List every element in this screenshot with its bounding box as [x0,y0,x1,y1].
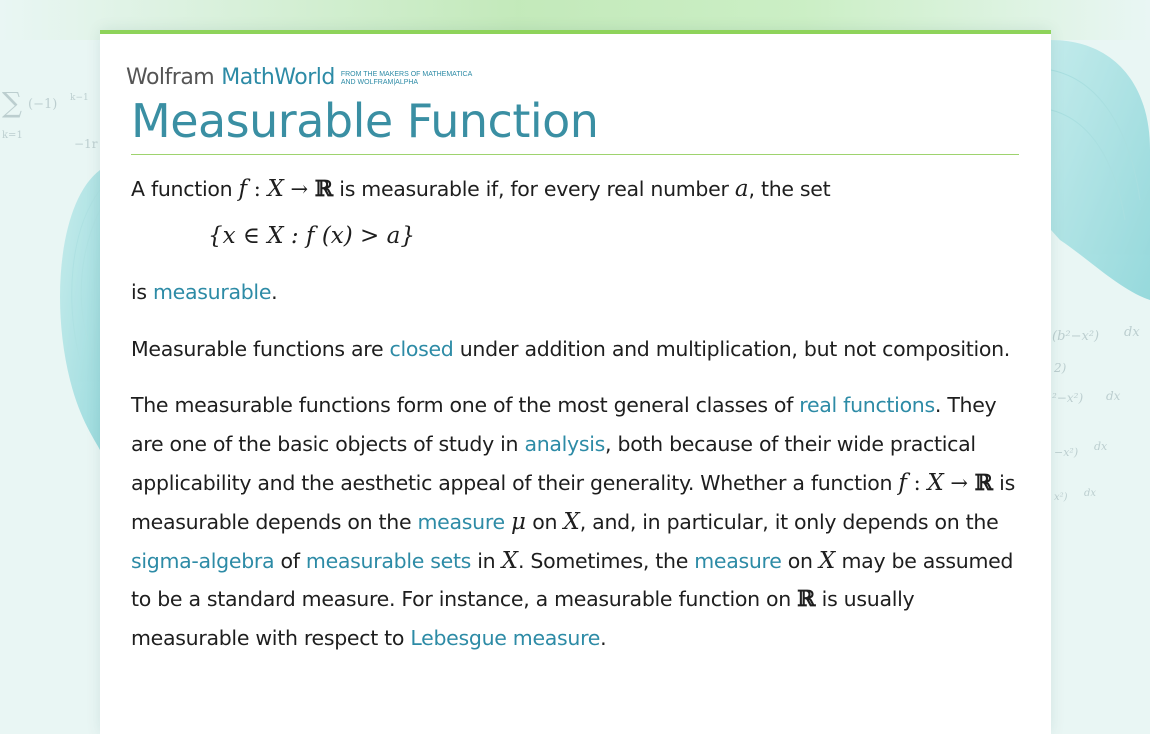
math-reals: ℝ [974,469,993,496]
text: , both because of their wide practical applicability and the aesthetic appeal of their generality. Whether a function [131,432,976,495]
link-measurable-sets[interactable]: measurable sets [305,548,472,573]
math-X: X [563,508,580,535]
text: on [781,548,819,573]
link-measure[interactable]: measure [417,509,505,534]
brand-wolfram[interactable]: Wolfram [126,65,215,90]
math-X: X [818,547,836,574]
text: may be assumed to be a standard measure. For instance, a measurable function on [131,548,1014,612]
link-closed[interactable]: closed [389,336,454,361]
text: , the set [748,177,831,201]
text: , and, in particular, it only depends on the [579,509,999,534]
link-sigma-algebra[interactable]: sigma-algebra [131,548,275,573]
math-display-set: {x ∈ X : f (x) > a} [208,222,415,249]
text: is [131,279,153,304]
text: on [526,509,564,534]
svg-text:(b²−x²): (b²−x²) [1052,329,1100,344]
tagline-line-1: FROM THE MAKERS OF MATHEMATICA [340,71,473,78]
left-surface-decoration [60,170,100,450]
page-title: Measurable Function [131,94,599,148]
math-a: a [734,176,749,202]
article-body [131,170,1027,658]
text: A function [131,177,239,201]
svg-text:k=1: k=1 [2,130,23,141]
svg-text:k−1: k−1 [70,93,89,103]
svg-text:dx: dx [1094,440,1108,453]
link-real-functions[interactable]: real functions [799,393,935,418]
svg-text:dx: dx [1106,389,1121,403]
math-f: f [898,469,907,496]
svg-text:x²): x²) [1054,492,1068,503]
svg-text:dx: dx [1084,488,1097,499]
math-arrow: → [283,177,315,201]
math-X: X [267,176,284,202]
math-colon: : [906,470,928,495]
svg-text:²−x²): ²−x²) [1052,391,1084,405]
text: in [471,548,502,573]
brand-mathworld-logo[interactable]: MathWorld [221,65,335,90]
math-X: X [927,469,944,496]
article-card [100,30,1051,734]
text: under addition and multiplication, but not composition. [453,336,1010,361]
math-mu: μ [511,508,526,535]
svg-text:2): 2) [1054,361,1067,375]
link-measure[interactable]: measure [694,548,782,573]
link-analysis[interactable]: analysis [524,432,606,457]
link-measurable[interactable]: measurable [153,279,272,304]
text: Measurable functions are [131,336,390,361]
text: The measurable functions form one of the most general classes of [131,393,800,418]
text: of [274,548,306,573]
svg-text:dx: dx [1124,325,1140,340]
tagline-line-2: AND WOLFRAM|ALPHA [340,79,419,86]
math-reals: ℝ [314,176,334,202]
math-arrow: → [943,470,975,495]
brand-tagline [341,71,472,87]
math-X: X [501,547,518,574]
paragraph-definition [131,170,1027,209]
text: . Sometimes, the [517,548,695,573]
paragraph-is-measurable [131,273,1027,312]
text: . [600,626,607,651]
title-divider [131,154,1019,155]
math-f: f [238,176,248,202]
text: is usually measurable with respect to [131,587,915,651]
svg-text:−x²): −x²) [1054,446,1079,459]
svg-text:∑: ∑ [2,86,22,119]
paragraph-closure [131,330,1027,369]
right-formula-watermark [1052,325,1140,503]
link-lebesgue-measure[interactable]: Lebesgue measure [410,626,601,651]
text: is measurable depends on the [131,470,1015,534]
math-colon: : [247,177,268,201]
text: is measurable if, for every real number [333,177,735,201]
svg-text:−1r: −1r [74,137,98,151]
math-reals: ℝ [797,586,816,613]
left-formula-watermark [2,86,98,151]
text: . [271,279,278,304]
site-header [126,60,472,90]
right-surface-decoration [1051,40,1150,300]
svg-text:(−1): (−1) [28,97,58,112]
paragraph-general-classes [131,386,1027,658]
text: . They are one of the basic objects of study in [131,393,997,457]
